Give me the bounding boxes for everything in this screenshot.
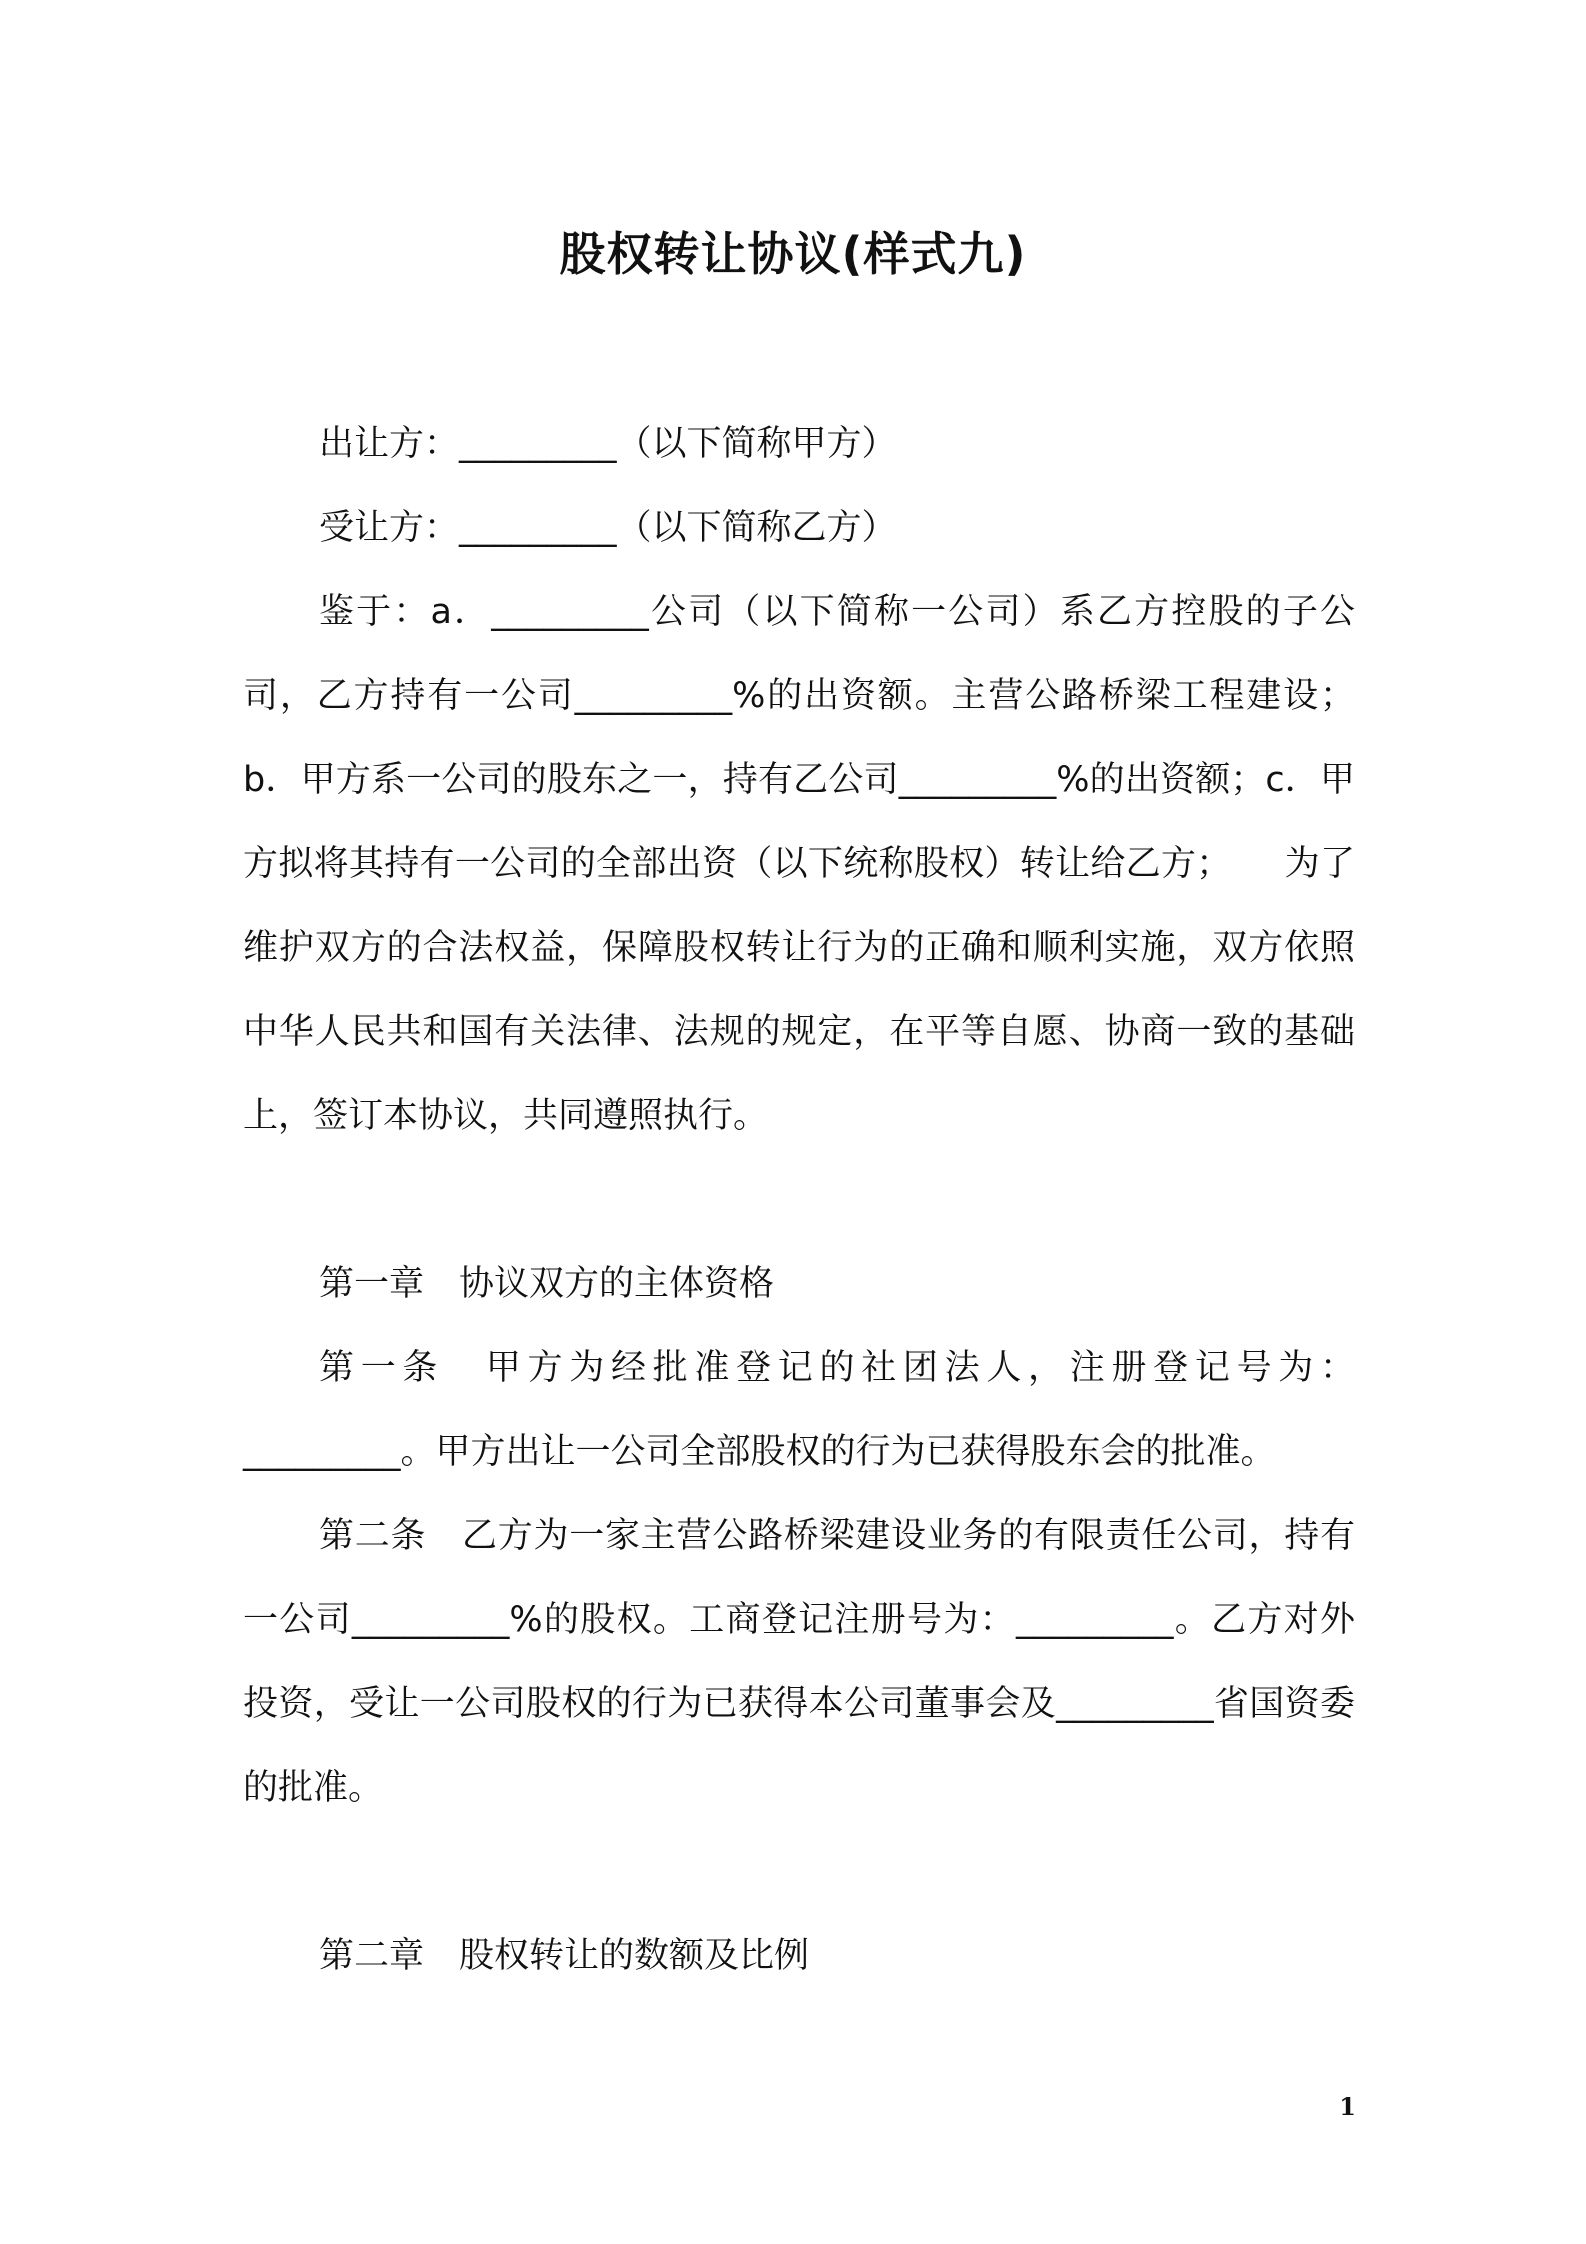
chapter-1-heading: 第一章 协议双方的主体资格 bbox=[319, 1264, 775, 1304]
page-number: 1 bbox=[1339, 2092, 1356, 2121]
article-1: 第一条 甲方为经批准登记的社团法人，注册登记号为：_________。甲方出让一公司全部股权的行为已获得股东会的批准。 bbox=[243, 1348, 1355, 1472]
section-gap bbox=[243, 1158, 1355, 1242]
whereas-paragraph: 鉴于：a．_________公司（以下简称一公司）系乙方控股的子公司，乙方持有一公司_________%的出资额。主营公路桥梁工程建设；b．甲方系一公司的股东之一，持有乙公司_________%的出资额；c．甲方拟将其持有一公司的全部出资（以下统称股权）转让给乙方； 为了维护双方的合法权益，保障股权转让行为的正确和顺利实施，双方依照中华人民共和国有关法律、法规的规定，在平等自愿、协商一致的基础上，签订本协议，共同遵照执行。 bbox=[243, 592, 1355, 1136]
transferee-line: 受让方：_________（以下简称乙方） bbox=[319, 508, 897, 548]
transferor-line: 出让方：_________（以下简称甲方） bbox=[319, 424, 897, 464]
chapter-2-heading: 第二章 股权转让的数额及比例 bbox=[319, 1936, 810, 1976]
article-2: 第二条 乙方为一家主营公路桥梁建设业务的有限责任公司，持有一公司_________%的股权。工商登记注册号为：_________。乙方对外投资，受让一公司股权的行为已获得本公司董事会及_________省国资委的批准。 bbox=[243, 1516, 1355, 1808]
section-gap bbox=[243, 1830, 1355, 1914]
document-title: 股权转让协议(样式九) bbox=[559, 227, 1027, 281]
document-body bbox=[243, 402, 1355, 1998]
